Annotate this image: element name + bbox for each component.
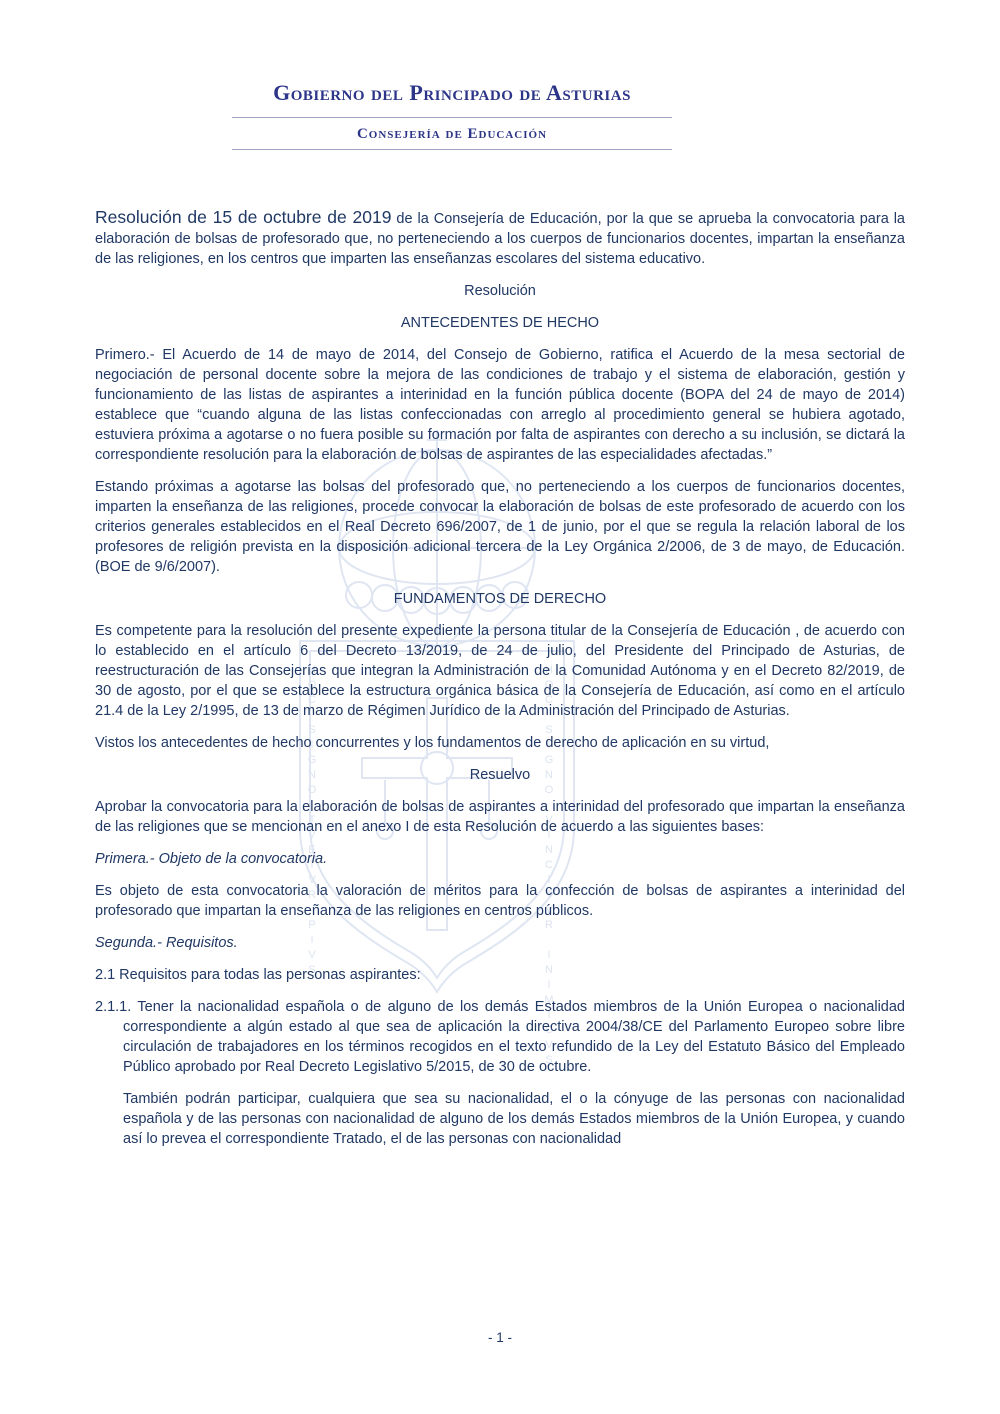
paragraph-vistos: Vistos los antecedentes de hecho concurrentes y los fundamentos de derecho de aplicación en su virtud, <box>95 735 770 751</box>
paragraph-aprobar: Aprobar la convocatoria para la elaboración de bolsas de aspirantes a interinidad del profesorado que impartan la enseñanza de las religiones que se mencionan en el anexo I de esta Resolución de acuerdo a las siguientes bases: <box>95 799 905 835</box>
paragraph-tambien-conyuge: También podrán participar, cualquiera que sea su nacionalidad, el o la cónyuge de las personas con nacionalidad española y de las personas con nacionalidad de alguno de los demás Estados miembros de la Unión Europea, y cuando así lo prevea el correspondiente Tratado, el de las personas con nacionalidad <box>123 1091 905 1147</box>
page-number: - 1 - <box>487 1330 512 1345</box>
heading-antecedentes-de-hecho: ANTECEDENTES DE HECHO <box>400 315 600 331</box>
government-title: Gobierno del Principado de Asturias <box>232 80 672 118</box>
paragraph-requisitos-intro: 2.1 Requisitos para todas las personas aspirantes: <box>95 967 421 983</box>
paragraph-objeto: Es objeto de esta convocatoria la valoración de méritos para la confección de bolsas de aspirantes a interinidad del profesorado que impartan la enseñanza de las religiones en centros públicos. <box>95 883 905 919</box>
heading-resuelvo: Resuelvo <box>469 767 531 783</box>
paragraph-primero: Primero.- El Acuerdo de 14 de mayo de 2014, del Consejo de Gobierno, ratifica el Acuerdo de la mesa sectorial de negociación de personal docente sobre la mejora de las condiciones de trabajo y el sistema de elaboración, gestión y funcionamiento de las listas de aspirantes a interinidad en la función pública docente (BOPA del 24 de mayo de 2014) establece que “cuando alguna de las listas confeccionadas con arreglo al procedimiento general se hubiera agotado, estuviera próxima a agotarse o no fuera posible su formación por falta de aspirantes con derecho a su inclusión, se dictará la correspondiente resolución para la elaboración de bolsas de aspirantes de las especialidades afectadas.” <box>95 347 905 463</box>
document-body <box>95 207 905 1161</box>
watermark-left-motto: HOC SIGNO TVETVR PIVS <box>306 664 318 979</box>
intro-paragraph <box>95 207 905 269</box>
watermark-right-motto: HOC SIGNO VINCITVR INIMICVS <box>543 664 555 1069</box>
heading-resolucion: Resolución <box>464 283 536 299</box>
subheading-segunda-requisitos: Segunda.- Requisitos. <box>95 935 238 951</box>
subheading-primera-objeto: Primera.- Objeto de la convocatoria. <box>95 851 328 867</box>
letterhead <box>232 80 672 150</box>
paragraph-estando: Estando próximas a agotarse las bolsas del profesorado que, no perteneciendo a los cuerpos de funcionarios docentes, imparten la enseñanza de las religiones, procede convocar la elaboración de bolsas de este profesorado de acuerdo con los criterios generales establecidos en el Real Decreto 696/2007, de 1 de junio, por el que se regula la relación laboral de los profesores de religión prevista en la disposición adicional tercera de la Ley Orgánica 2/2006, de 3 de mayo, de Educación. (BOE de 9/6/2007). <box>95 479 905 575</box>
department-title: Consejería de Educación <box>232 118 672 150</box>
paragraph-2-1-1-nacionalidad: 2.1.1. Tener la nacionalidad española o de alguno de los demás Estados miembros de la Unión Europea o nacionalidad correspondiente a algún estado al que sea de aplicación la directiva 2004/38/CE del Parlamento Europeo sobre libre circulación de trabajadores en los términos recogidos en el texto refundido de la Ley del Estatuto Básico del Empleado Público aprobado por Real Decreto Legislativo 5/2015, de 30 de octubre. <box>95 999 905 1075</box>
intro-rest-text: de la Consejería de Educación, por la que se aprueba la convocatoria para la elaboración de bolsas de profesorado que, no perteneciendo a los cuerpos de funcionarios docentes, impartan la enseñanza de las religiones, en los centros que imparten las enseñanzas escolares del sistema educativo. <box>95 211 905 267</box>
paragraph-competencia: Es competente para la resolución del presente expediente la persona titular de la Consejería de Educación , de acuerdo con lo establecido en el artículo 6 del Decreto 13/2019, de 24 de julio, del Presidente del Principado de Asturias, de reestructuración de las Consejerías que integran la Administración de la Comunidad Autónoma y en el Decreto 82/2019, de 30 de agosto, por el que se establece la estructura orgánica básica de la Consejería de Educación, así como en el artículo 21.4 de la Ley 2/1995, de 13 de marzo de Régimen Jurídico de la Administración del Principado de Asturias. <box>95 623 905 719</box>
heading-fundamentos-de-derecho: FUNDAMENTOS DE DERECHO <box>393 591 607 607</box>
intro-lead-text: Resolución de 15 de octubre de 2019 <box>95 207 392 227</box>
